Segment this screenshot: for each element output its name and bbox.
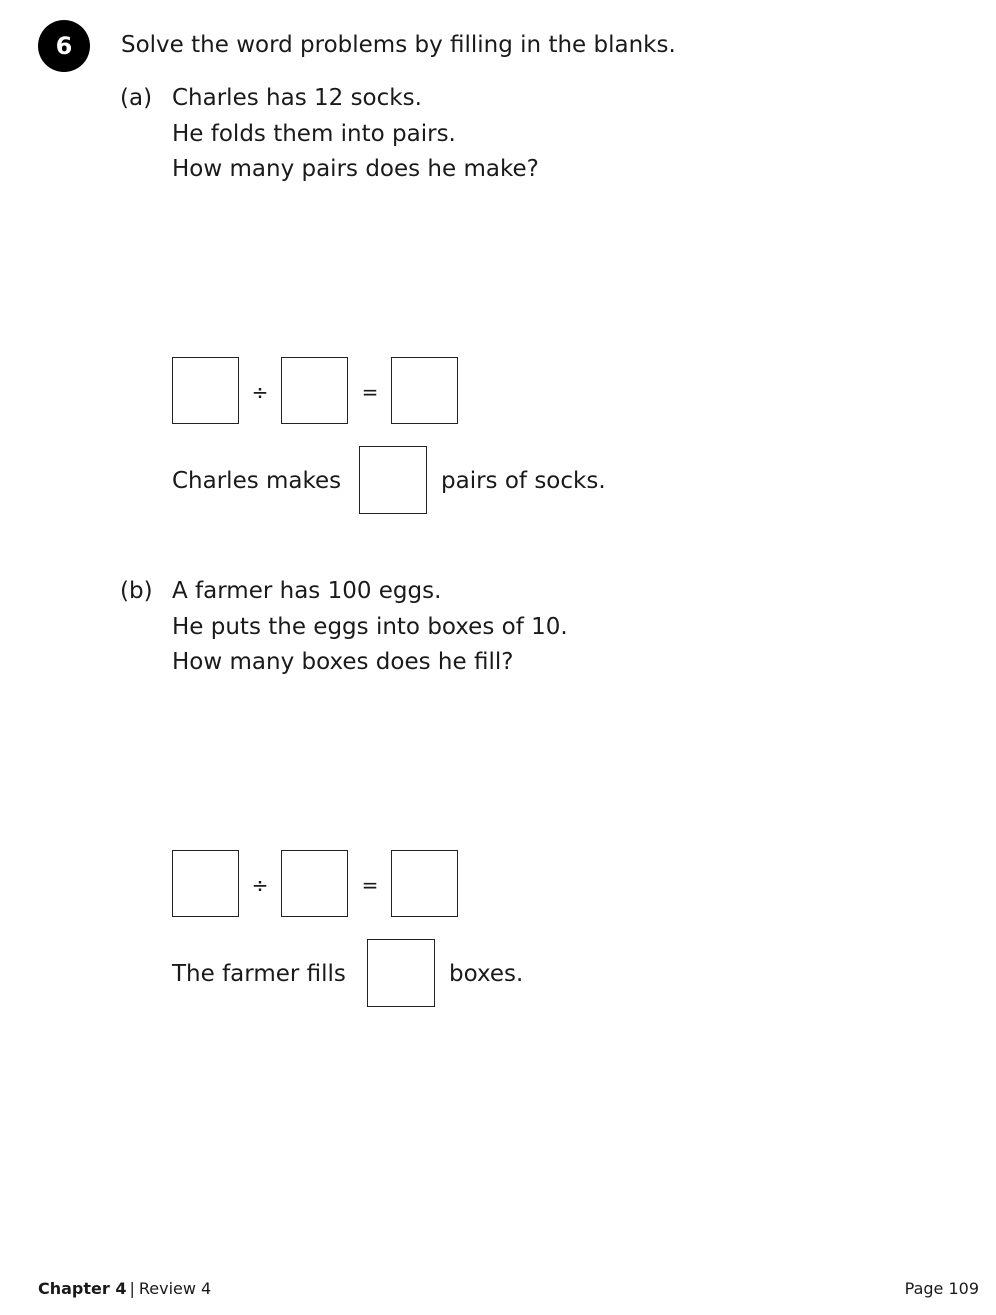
question-number: 6 bbox=[55, 32, 73, 60]
part-a-problem bbox=[172, 81, 539, 188]
part-b-equals-symbol: = bbox=[361, 873, 379, 897]
part-b-divide-symbol: ÷ bbox=[251, 873, 269, 897]
part-a-divisor-box[interactable] bbox=[281, 357, 348, 424]
part-b-dividend-box[interactable] bbox=[172, 850, 239, 917]
footer-chapter-info bbox=[38, 1278, 211, 1300]
part-a-line: How many pairs does he make? bbox=[172, 156, 539, 182]
part-b-divisor-box[interactable] bbox=[281, 850, 348, 917]
part-a-label: (a) bbox=[120, 85, 153, 111]
part-b-answer-box[interactable] bbox=[367, 939, 435, 1007]
part-a-quotient-box[interactable] bbox=[391, 357, 458, 424]
footer-section: Review 4 bbox=[138, 1279, 212, 1298]
part-b-problem bbox=[172, 574, 568, 681]
part-b-quotient-box[interactable] bbox=[391, 850, 458, 917]
part-a-equals-symbol: = bbox=[361, 380, 379, 404]
question-instruction: Solve the word problems by filling in the blanks. bbox=[121, 32, 676, 58]
part-b-answer-before: The farmer fills bbox=[172, 961, 346, 987]
part-a-line: He folds them into pairs. bbox=[172, 120, 456, 147]
footer-chapter: Chapter 4 bbox=[38, 1279, 127, 1298]
part-b-line: A farmer has 100 eggs. bbox=[172, 578, 442, 604]
part-a-line: Charles has 12 socks. bbox=[172, 85, 422, 111]
part-a-divide-symbol: ÷ bbox=[251, 380, 269, 404]
part-b-answer-after: boxes. bbox=[449, 961, 524, 987]
part-a-answer-box[interactable] bbox=[359, 446, 427, 514]
part-a-answer-after: pairs of socks. bbox=[441, 468, 606, 494]
part-a-answer-before: Charles makes bbox=[172, 468, 342, 494]
part-a-dividend-box[interactable] bbox=[172, 357, 239, 424]
footer-separator: | bbox=[129, 1279, 135, 1298]
question-number-badge bbox=[38, 20, 90, 72]
part-b-line: He puts the eggs into boxes of 10. bbox=[172, 613, 568, 640]
part-b-line: How many boxes does he fill? bbox=[172, 649, 514, 675]
footer-page-number: Page 109 bbox=[904, 1279, 979, 1298]
part-b-label: (b) bbox=[120, 578, 153, 604]
